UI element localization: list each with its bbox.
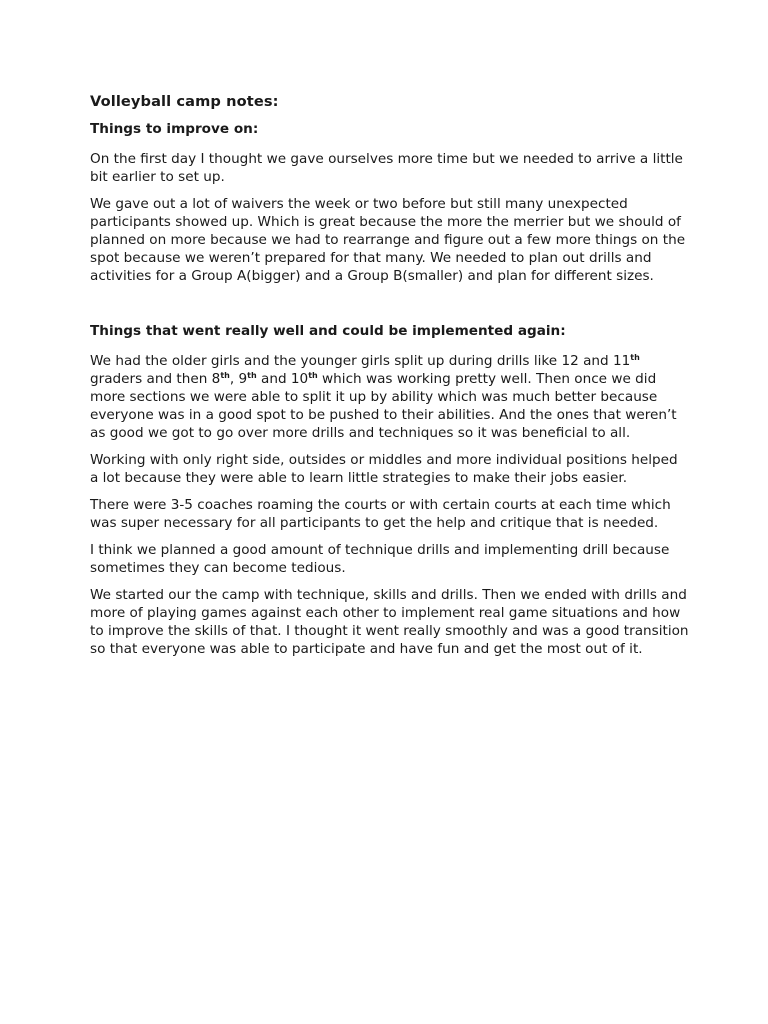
superscript-ordinal: th (630, 353, 640, 362)
document-title: Volleyball camp notes: (90, 93, 279, 110)
paragraph-went-well-2: Working with only right side, outsides or middles and more individual positions helped a lot because they were able to learn little strategies to make their jobs easier. (90, 452, 678, 486)
paragraph-text: and 10 (256, 371, 309, 387)
paragraph-text: graders and then 8 (90, 371, 221, 387)
paragraph-text: which was working pretty well. Then once we did more sections we were able to split it up by ability which was much better because everyone was in a good spot to be pushed to their abilities. And the ones that weren’t as good we got to go over more drills and techniques so it was beneficial to all. (90, 371, 677, 441)
paragraph-went-well-4: I think we planned a good amount of technique drills and implementing drill because sometimes they can become tedious. (90, 542, 670, 576)
paragraph-went-well-5: We started our the camp with technique, skills and drills. Then we ended with drills and more of playing games against each other to implement real game situations and how to improve the skills of that. I thought it went really smoothly and was a good transition so that everyone was able to participate and have fun and get the most out of it. (90, 587, 689, 657)
section-heading-went-well: Things that went really well and could be implemented again: (90, 323, 566, 339)
paragraph-improve-2: We gave out a lot of waivers the week or two before but still many unexpected participants showed up. Which is great because the more the merrier but we should of planned on more because we had to rearrange and figure out a few more things on the spot because we weren’t prepared for that many. We needed to plan out drills and activities for a Group A(bigger) and a Group B(smaller) and plan for different sizes. (90, 196, 686, 284)
superscript-ordinal: th (220, 371, 230, 380)
superscript-ordinal: th (308, 371, 318, 380)
paragraph-improve-1: On the first day I thought we gave ourselves more time but we needed to arrive a little bit earlier to set up. (90, 151, 683, 185)
paragraph-went-well-3: There were 3-5 coaches roaming the courts or with certain courts at each time which was super necessary for all participants to get the help and critique that is needed. (90, 497, 671, 531)
section-heading-improve: Things to improve on: (90, 121, 259, 137)
paragraph-went-well-1 (90, 352, 690, 442)
paragraph-text: , 9 (229, 371, 248, 387)
document-page (90, 92, 690, 667)
paragraph-text: We had the older girls and the younger girls split up during drills like 12 and 11 (90, 353, 631, 369)
superscript-ordinal: th (247, 371, 257, 380)
